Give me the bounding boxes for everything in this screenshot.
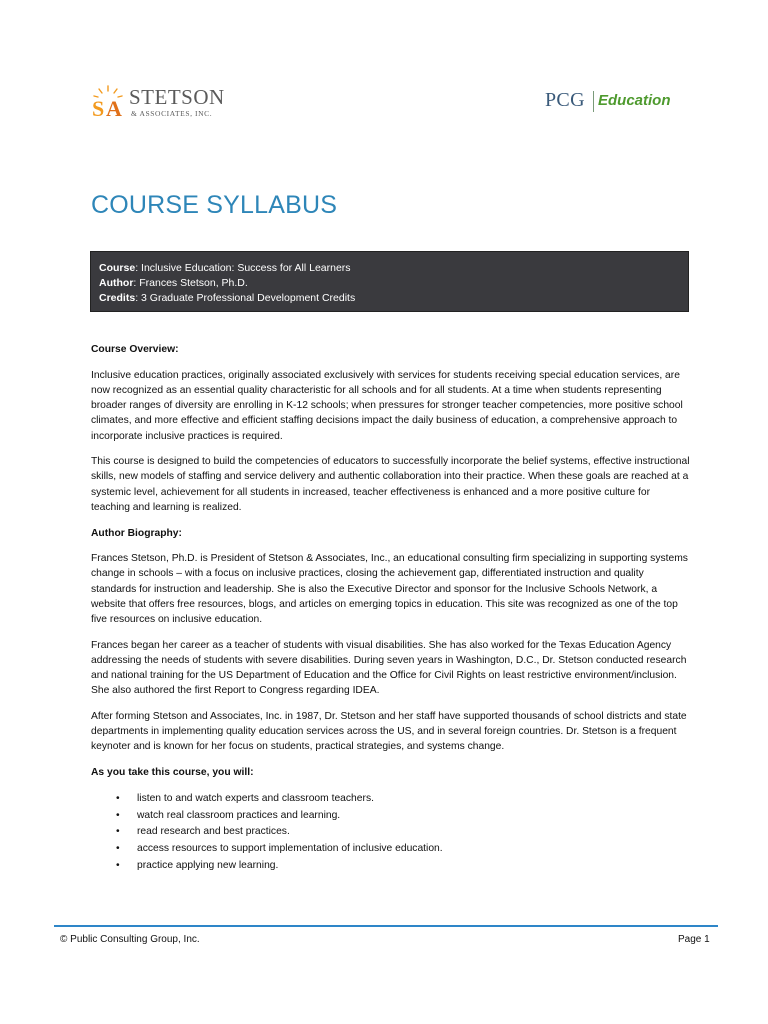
biography-heading: Author Biography: xyxy=(91,527,182,539)
footer-divider xyxy=(54,925,718,927)
credits-label: Credits xyxy=(99,292,136,304)
list-item: • listen to and watch experts and classroom teachers. xyxy=(91,791,691,808)
svg-text:S: S xyxy=(92,96,105,118)
overview-heading: Course Overview: xyxy=(91,344,179,355)
list-item: • practice applying new learning. xyxy=(91,858,691,875)
author-value: : Frances Stetson, Ph.D. xyxy=(133,277,248,289)
pcg-education-logo xyxy=(545,89,685,117)
course-value: : Inclusive Education: Success for All Learners xyxy=(135,262,351,274)
list-item: • watch real classroom practices and learning. xyxy=(91,808,691,825)
credits-line xyxy=(99,291,680,306)
bullet-icon: • xyxy=(116,826,120,838)
biography-paragraph: After forming Stetson and Associates, Inc. in 1987, Dr. Stetson and her staff have supported thousands of school districts and state departments in implementing quality education services across the US, and in several foreign countries. Dr. Stetson is a frequent keynoter and is known for her focus on students, practical strategies, and systems change. xyxy=(91,711,687,753)
page-title: COURSE SYLLABUS xyxy=(91,191,338,219)
list-item: • access resources to support implementation of inclusive education. xyxy=(91,841,691,858)
stetson-logo-subtext: & ASSOCIATES, INC. xyxy=(131,109,213,118)
biography-paragraph: Frances Stetson, Ph.D. is President of Stetson & Associates, Inc., an educational consulting firm specializing in supporting systems change in schools – with a focus on inclusive practices, closing the achievement gap, differentiated instruction and quality standards for instruction and leadership. She is also the Executive Director and sponsor for the Inclusive Schools Network, a website that offers free resources, blogs, and articles on emerging topics in education. This site was recognized as one of the top five resources on inclusive education. xyxy=(91,553,688,626)
bullet-icon: • xyxy=(116,792,120,804)
page-number: Page 1 xyxy=(678,934,710,945)
course-line xyxy=(99,261,680,276)
pcg-education-text: Education xyxy=(598,92,671,109)
bullet-icon: • xyxy=(116,809,120,821)
author-line xyxy=(99,276,680,291)
credits-value: : 3 Graduate Professional Development Credits xyxy=(135,292,356,304)
svg-text:A: A xyxy=(106,96,122,118)
pcg-logo-text: PCG xyxy=(545,89,585,111)
outcomes-list xyxy=(91,791,691,875)
stetson-logo xyxy=(91,84,231,120)
syllabus-body xyxy=(91,342,691,875)
logo-divider xyxy=(593,91,594,112)
stetson-logo-text: STETSON xyxy=(129,85,225,109)
overview-paragraph: This course is designed to build the competencies of educators to successfully incorporate the belief systems, effective instructional skills, new models of staffing and service delivery and authentic collaboration into their practice. When these goals are reached at a systemic level, achievement for all students in increased, teacher effectiveness is enhanced and a more positive culture for teaching and learning is realized. xyxy=(91,456,690,513)
list-item: • read research and best practices. xyxy=(91,824,691,841)
bullet-icon: • xyxy=(116,860,120,872)
outcomes-heading: As you take this course, you will: xyxy=(91,767,254,779)
author-label: Author xyxy=(99,277,134,289)
course-label: Course xyxy=(99,262,136,274)
overview-paragraph: Inclusive education practices, originally associated exclusively with services for students receiving special education services, are now recognized as an essential quality characteristic for all schools and for all students. At a time when students representing broader ranges of diversity are enrolling in K-12 schools; when pressures for stronger teacher competencies, more positive school climates, and more effective and efficient staffing decisions impact the daily business of education, a comprehensive approach to incorporate inclusive practices is required. xyxy=(91,369,683,442)
footer-copyright: © Public Consulting Group, Inc. xyxy=(60,934,200,945)
bullet-icon: • xyxy=(116,843,120,855)
stetson-sun-icon xyxy=(91,84,125,118)
biography-paragraph: Frances began her career as a teacher of students with visual disabilities. She has also worked for the Texas Education Agency addressing the needs of students with severe disabilities. During seven years in Washington, D.C., Dr. Stetson conducted research and national training for the US Department of Education and the Office for Civil Rights on least restrictive environment/inclusion. She also authored the first Report to Congress regarding IDEA. xyxy=(91,639,687,697)
course-info-box xyxy=(90,251,689,312)
